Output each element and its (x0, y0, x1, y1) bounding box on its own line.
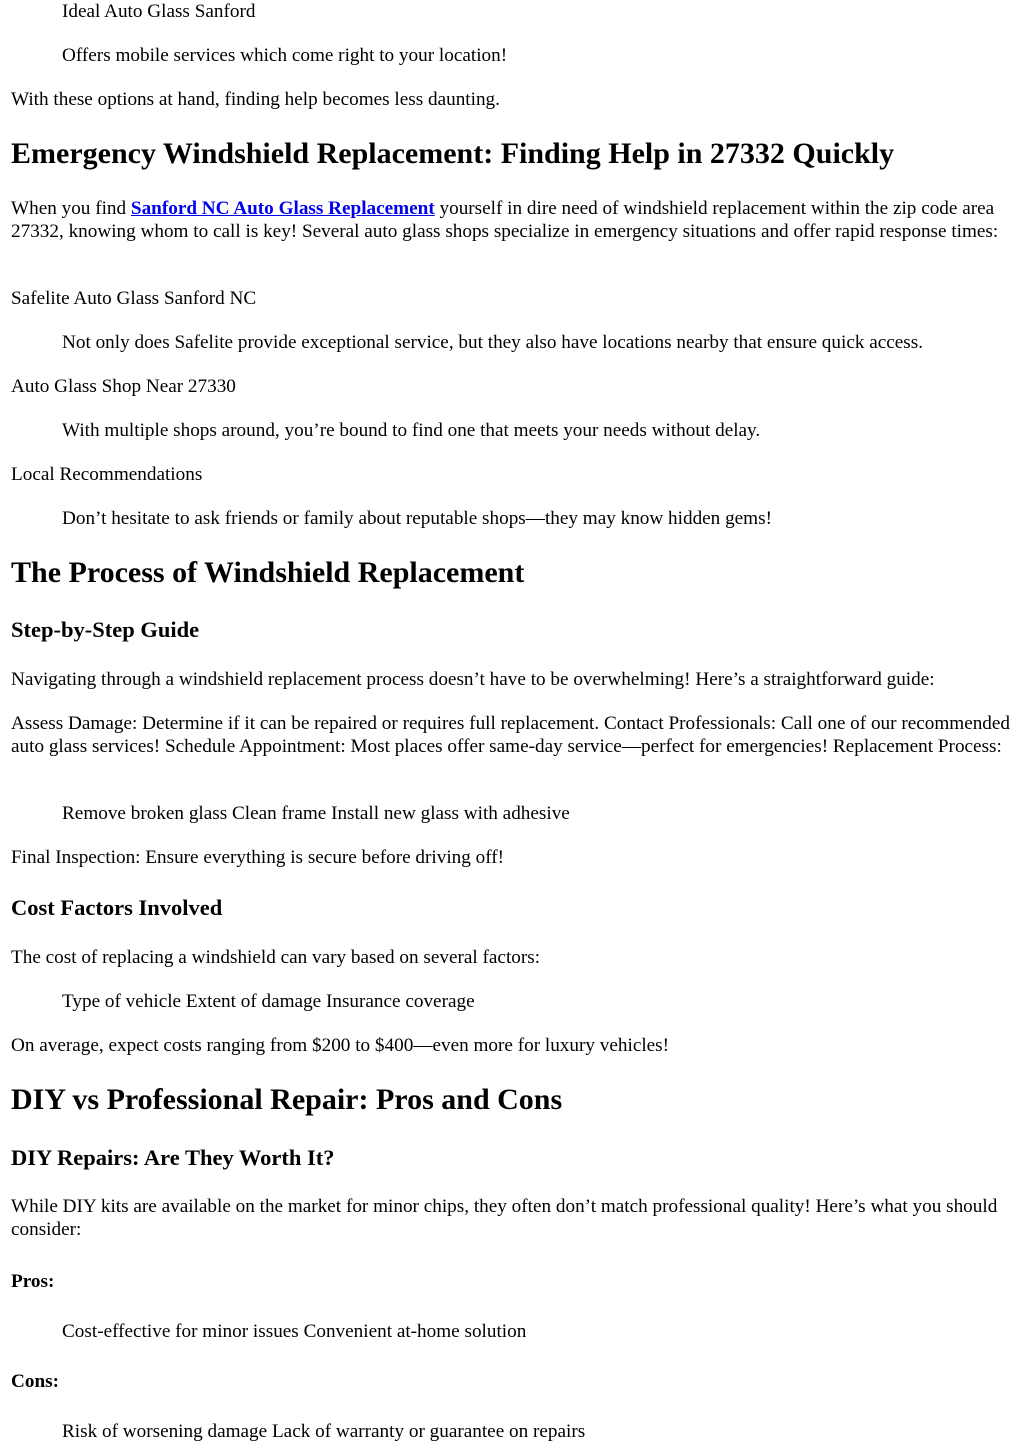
final-inspection-paragraph: Final Inspection: Ensure everything is secure before driving off! (11, 847, 505, 868)
emergency-intro-paragraph (11, 197, 1010, 243)
ideal-auto-glass-title: Ideal Auto Glass Sanford (62, 1, 256, 22)
pros-label: Pros: (11, 1271, 55, 1292)
cost-intro-paragraph: The cost of replacing a windshield can vary based on several factors: (11, 947, 541, 968)
emergency-intro-before: When you find (11, 198, 131, 219)
heading-replacement-process: The Process of Windshield Replacement (11, 556, 525, 589)
cost-factor-list: Type of vehicle Extent of damage Insurance coverage (62, 991, 475, 1012)
emergency-intro-after: yourself in dire need of windshield replacement within the zip code area 27332, knowing whom to call is key! Several auto glass shops specialize in emergency situations and offer rapid response times: (11, 198, 999, 242)
safelite-description: Not only does Safelite provide exceptional service, but they also have locations nearby that ensure quick access. (62, 332, 924, 353)
pros-list: Cost-effective for minor issues Convenient at-home solution (62, 1321, 527, 1342)
local-recommendations-title: Local Recommendations (11, 464, 203, 485)
auto-glass-shop-description: With multiple shops around, you’re bound to find one that meets your needs without delay. (62, 420, 761, 441)
replacement-substeps: Remove broken glass Clean frame Install new glass with adhesive (62, 803, 570, 824)
diy-intro-paragraph: While DIY kits are available on the market for minor chips, they often don’t match professional quality! Here’s what you should consider: (11, 1196, 998, 1240)
options-summary-paragraph: With these options at hand, finding help becomes less daunting. (11, 89, 500, 110)
heading-diy-worth-it: DIY Repairs: Are They Worth It? (11, 1145, 335, 1170)
cons-list: Risk of worsening damage Lack of warranty or guarantee on repairs (62, 1421, 586, 1442)
ideal-auto-glass-description: Offers mobile services which come right to your location! (62, 45, 508, 66)
sanford-auto-glass-link[interactable]: Sanford NC Auto Glass Replacement (130, 198, 435, 219)
cost-average-paragraph: On average, expect costs ranging from $200 to $400—even more for luxury vehicles! (11, 1035, 670, 1056)
safelite-title: Safelite Auto Glass Sanford NC (11, 288, 257, 309)
local-recommendations-description: Don’t hesitate to ask friends or family about reputable shops—they may know hidden gems! (62, 508, 772, 529)
heading-cost-factors: Cost Factors Involved (11, 895, 223, 920)
step-list-paragraph: Assess Damage: Determine if it can be repaired or requires full replacement. Contact Professionals: Call one of our recommended auto glass services! Schedule Appointment: Most places offer same-day service—perfect for emergencies! Replacement Process: (11, 713, 1011, 757)
cons-label: Cons: (11, 1371, 59, 1392)
heading-emergency-replacement: Emergency Windshield Replacement: Finding Help in 27332 Quickly (11, 137, 895, 170)
step-intro-paragraph: Navigating through a windshield replacement process doesn’t have to be overwhelming! Here’s a straightforward guide: (11, 669, 935, 690)
heading-step-by-step: Step-by-Step Guide (11, 617, 200, 642)
auto-glass-shop-title: Auto Glass Shop Near 27330 (11, 376, 236, 397)
heading-diy-vs-professional: DIY vs Professional Repair: Pros and Cons (11, 1083, 563, 1116)
